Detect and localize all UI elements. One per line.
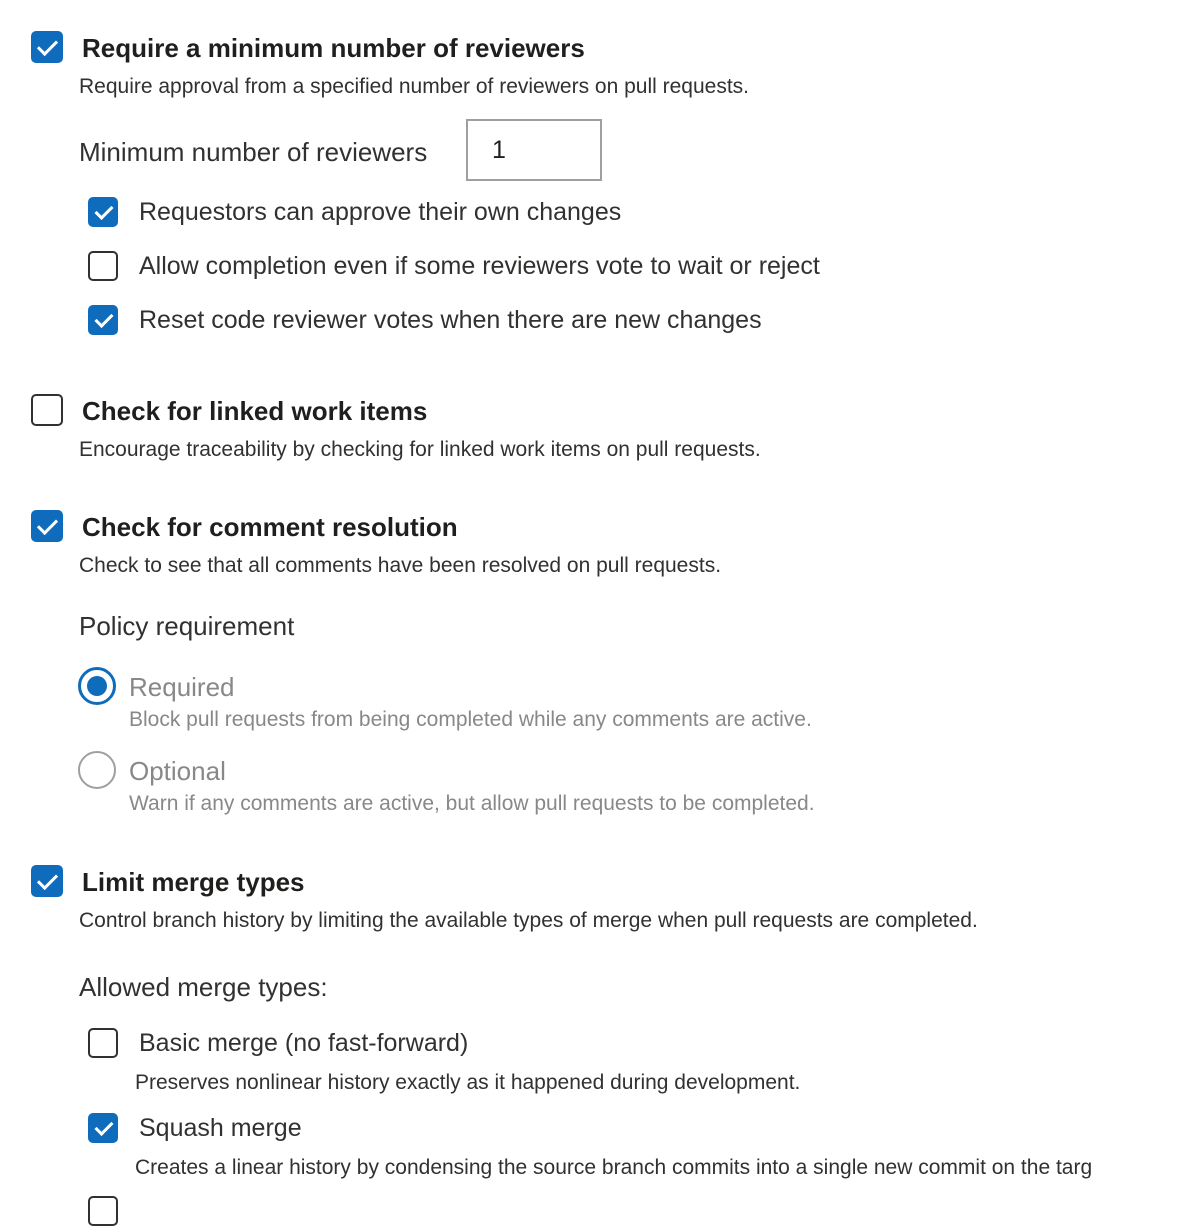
squash-merge-checkbox[interactable] [88, 1113, 118, 1143]
basic-merge-checkbox[interactable] [88, 1028, 118, 1058]
optional-radio[interactable] [78, 751, 116, 789]
basic-merge-description: Preserves nonlinear history exactly as it happened during development. [135, 1071, 801, 1094]
min-reviewers-title: Require a minimum number of reviewers [82, 33, 585, 63]
reset-votes-checkbox[interactable] [88, 305, 118, 335]
comment-resolution-description: Check to see that all comments have been resolved on pull requests. [79, 554, 722, 577]
requestors-approve-label: Requestors can approve their own changes [139, 198, 622, 226]
basic-merge-label: Basic merge (no fast-forward) [139, 1029, 469, 1057]
min-reviewers-count-label: Minimum number of reviewers [79, 137, 428, 167]
required-radio[interactable] [78, 667, 116, 705]
linked-work-items-checkbox[interactable] [31, 394, 63, 426]
policy-requirement-label: Policy requirement [79, 611, 295, 641]
squash-merge-label: Squash merge [139, 1114, 302, 1142]
comment-resolution-title: Check for comment resolution [82, 512, 458, 542]
optional-label: Optional [129, 756, 226, 786]
optional-description: Warn if any comments are active, but allow pull requests to be completed. [129, 792, 815, 815]
limit-merge-types-checkbox[interactable] [31, 865, 63, 897]
squash-merge-description: Creates a linear history by condensing the source branch commits into a single new commit on the targ [135, 1156, 1093, 1179]
reset-votes-label: Reset code reviewer votes when there are new changes [139, 306, 762, 334]
min-reviewers-count-input[interactable]: 1 [466, 119, 602, 181]
allow-completion-checkbox[interactable] [88, 251, 118, 281]
required-description: Block pull requests from being completed while any comments are active. [129, 708, 812, 731]
requestors-approve-checkbox[interactable] [88, 197, 118, 227]
linked-work-items-title: Check for linked work items [82, 396, 428, 426]
limit-merge-types-description: Control branch history by limiting the available types of merge when pull requests are completed. [79, 909, 978, 932]
linked-work-items-description: Encourage traceability by checking for linked work items on pull requests. [79, 438, 761, 461]
min-reviewers-description: Require approval from a specified number of reviewers on pull requests. [79, 75, 750, 98]
min-reviewers-checkbox[interactable] [31, 31, 63, 63]
required-label: Required [129, 672, 235, 702]
limit-merge-types-title: Limit merge types [82, 867, 305, 897]
allow-completion-label: Allow completion even if some reviewers vote to wait or reject [139, 252, 820, 280]
next-merge-type-checkbox[interactable] [88, 1196, 118, 1226]
allowed-merge-types-label: Allowed merge types: [79, 972, 328, 1002]
comment-resolution-checkbox[interactable] [31, 510, 63, 542]
